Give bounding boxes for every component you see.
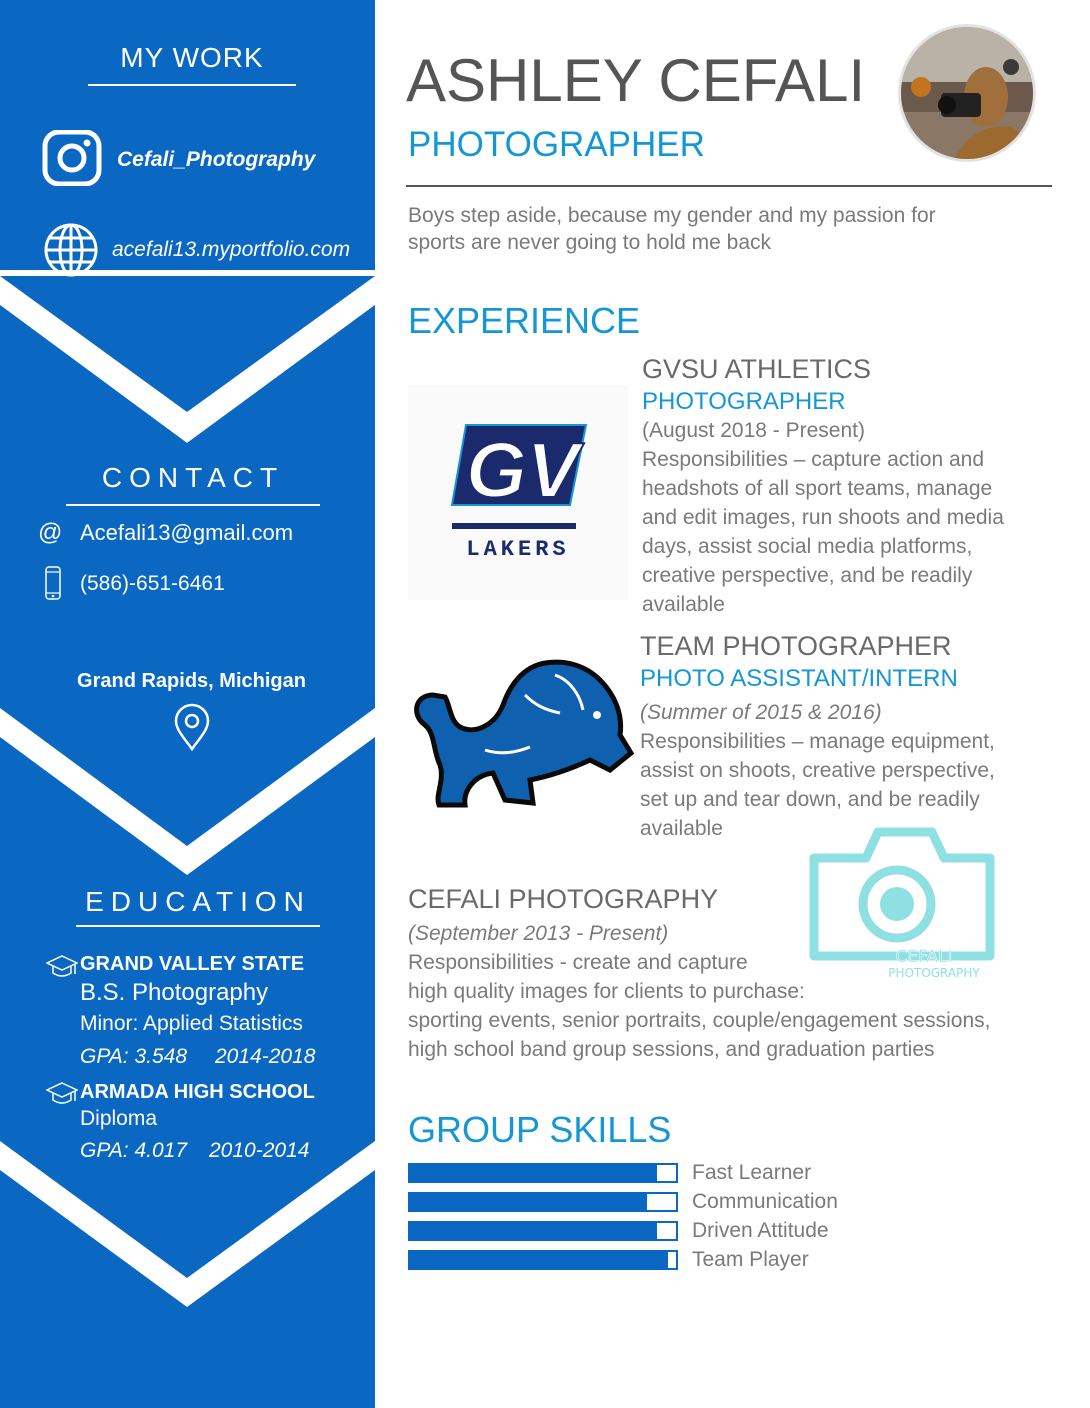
group-skills-heading: GROUP SKILLS — [408, 1109, 672, 1150]
email-icon: @ — [38, 519, 63, 546]
sidebar — [0, 0, 375, 1408]
skill-label: Fast Learner — [692, 1161, 812, 1184]
detroit-lions-logo — [405, 655, 637, 820]
gpa-2: GPA: 4.017 — [80, 1139, 188, 1162]
school-name-1: GRAND VALLEY STATE — [80, 953, 305, 975]
job-dates: (Summer of 2015 & 2016) — [640, 701, 882, 724]
skill-bar-fill — [410, 1223, 657, 1239]
job-description — [408, 948, 991, 1064]
description-line: and edit images, run shoots and media — [642, 506, 1004, 529]
description-line: available — [640, 817, 723, 840]
description-line: creative perspective, and be readily — [642, 564, 973, 587]
gvsu-logo-text: LAKERS — [466, 537, 570, 562]
tagline-line: Boys step aside, because my gender and my passion for — [408, 204, 936, 227]
skill-label: Communication — [692, 1190, 838, 1213]
description-line: headshots of all sport teams, manage — [642, 477, 993, 500]
job-dates: (September 2013 - Present) — [408, 922, 669, 945]
phone-number[interactable]: (586)-651-6461 — [80, 572, 225, 595]
description-line: high school band group sessions, and graduation parties — [408, 1038, 935, 1061]
gvsu-logo-mark: GV — [466, 426, 579, 514]
degree-1: B.S. Photography — [80, 979, 269, 1006]
job-description — [642, 445, 1004, 619]
profile-photo — [898, 24, 1036, 162]
skill-bar-fill — [410, 1194, 647, 1210]
job-dates: (August 2018 - Present) — [642, 419, 865, 442]
graduation-cap-icon — [46, 1081, 78, 1112]
description-line: assist on shoots, creative perspective, — [640, 759, 995, 782]
description-line: Responsibilities – capture action and — [642, 448, 985, 471]
gvsu-lakers-logo — [408, 385, 628, 600]
education-rule — [76, 925, 320, 927]
phone-icon — [44, 566, 62, 605]
skill-bar-fill — [410, 1165, 657, 1181]
graduation-cap-icon — [46, 954, 78, 985]
description-line: Responsibilities – manage equipment, — [640, 730, 995, 753]
location-text: Grand Rapids, Michigan — [77, 670, 306, 692]
gpa-1: GPA: 3.548 — [80, 1045, 188, 1068]
tagline-line: sports are never going to hold me back — [408, 231, 772, 254]
job-role: PHOTOGRAPHER — [642, 388, 846, 415]
description-line: set up and tear down, and be readily — [640, 788, 980, 811]
skill-label: Driven Attitude — [692, 1219, 829, 1242]
skill-bar — [408, 1163, 678, 1183]
job-role: PHOTO ASSISTANT/INTERN — [640, 665, 958, 692]
skill-bar — [408, 1221, 678, 1241]
person-name: ASHLEY CEFALI — [406, 47, 866, 114]
tagline — [408, 202, 936, 256]
header-divider — [406, 185, 1052, 187]
skill-bar-fill — [410, 1252, 668, 1268]
contact-rule — [66, 504, 320, 506]
skill-bar — [408, 1192, 678, 1212]
job-org: CEFALI PHOTOGRAPHY — [408, 884, 719, 914]
experience-heading: EXPERIENCE — [408, 300, 641, 341]
portfolio-link[interactable]: acefali13.myportfolio.com — [112, 238, 351, 261]
my-work-heading: MY WORK — [120, 42, 264, 73]
location-pin-icon — [173, 703, 211, 756]
school-name-2: ARMADA HIGH SCHOOL — [80, 1081, 315, 1103]
job-org: GVSU ATHLETICS — [642, 354, 872, 384]
job-org: TEAM PHOTOGRAPHER — [640, 631, 952, 661]
job-title: PHOTOGRAPHER — [408, 125, 705, 164]
instagram-icon[interactable] — [42, 130, 102, 191]
skill-bar — [408, 1250, 678, 1270]
contact-heading: CONTACT — [101, 462, 285, 493]
description-line: high quality images for clients to purchase: — [408, 980, 805, 1003]
globe-icon[interactable] — [42, 222, 100, 283]
description-line: available — [642, 593, 725, 616]
minor-1: Minor: Applied Statistics — [80, 1012, 303, 1035]
degree-2: Diploma — [80, 1107, 158, 1130]
description-line: Responsibilities - create and capture — [408, 951, 748, 974]
email-address[interactable]: Acefali13@gmail.com — [80, 520, 294, 545]
years-2: 2010-2014 — [209, 1139, 310, 1162]
education-heading: EDUCATION — [85, 886, 311, 917]
instagram-handle[interactable]: Cefali_Photography — [117, 148, 316, 171]
description-line: sporting events, senior portraits, couple/engagement sessions, — [408, 1009, 991, 1032]
years-1: 2014-2018 — [215, 1045, 316, 1068]
cefali-logo-text: CEFALI — [895, 947, 953, 967]
skill-label: Team Player — [692, 1248, 809, 1271]
cefali-logo-subtext: PHOTOGRAPHY — [888, 966, 980, 980]
description-line: days, assist social media platforms, — [642, 535, 973, 558]
my-work-rule — [88, 84, 296, 86]
